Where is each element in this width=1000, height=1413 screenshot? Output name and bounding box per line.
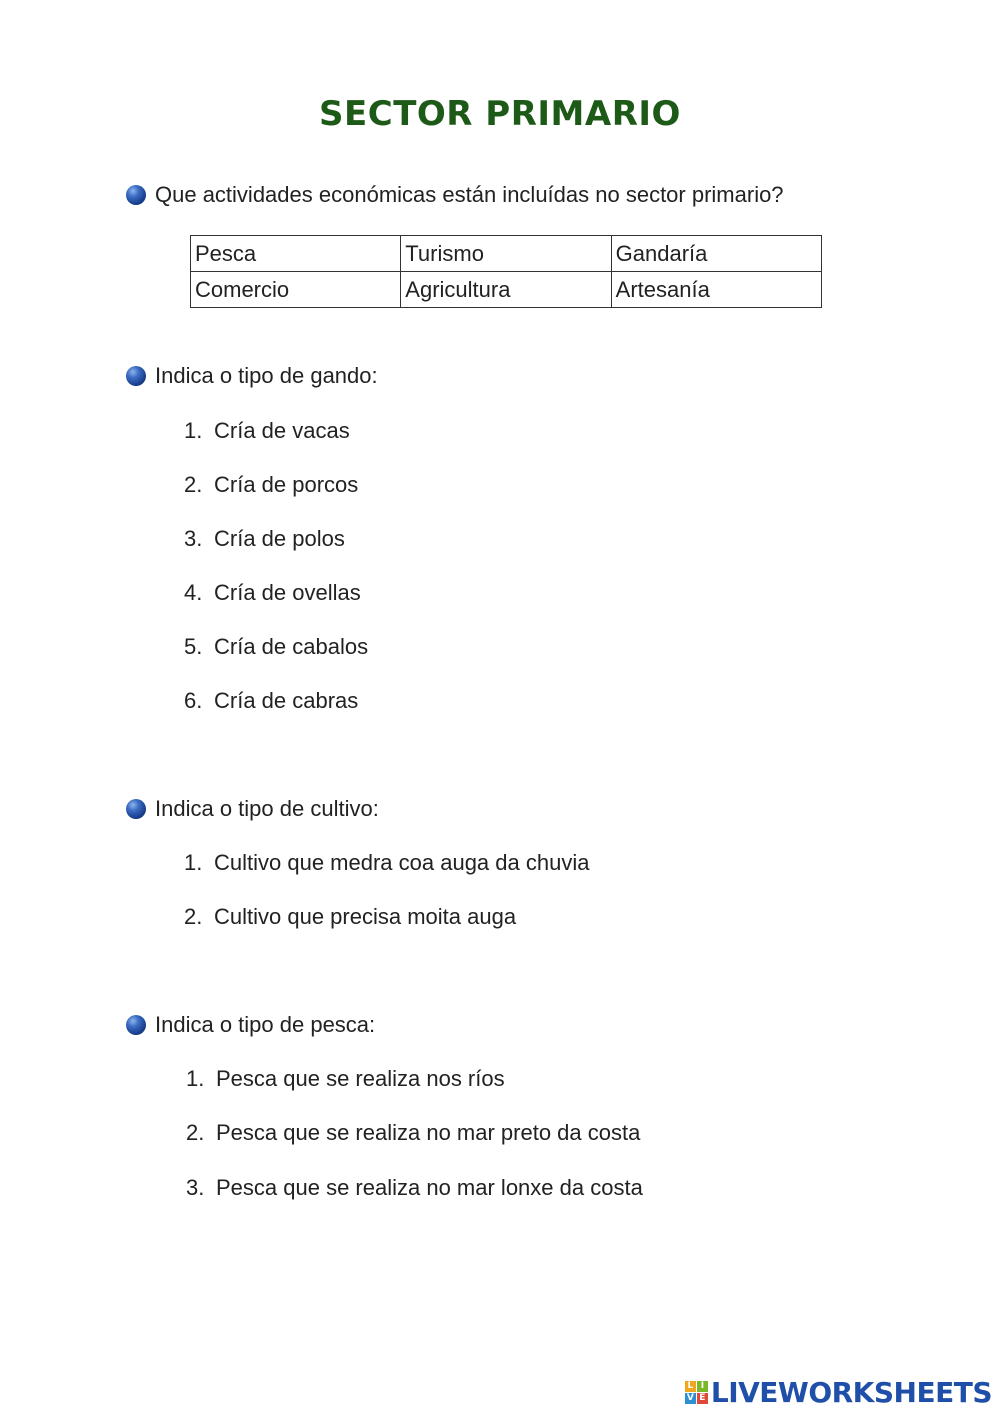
- list-item: [186, 1120, 640, 1146]
- question-1: [126, 182, 784, 208]
- logo-letter: I: [697, 1381, 708, 1392]
- item-number: 3.: [184, 526, 203, 551]
- question-2-text: Indica o tipo de gando:: [155, 363, 378, 388]
- item-number: 2.: [186, 1120, 205, 1145]
- list-item: [184, 904, 516, 930]
- question-4-text: Indica o tipo de pesca:: [155, 1012, 376, 1037]
- item-number: 2.: [184, 472, 203, 497]
- bullet-icon: [126, 799, 146, 819]
- item-number: 5.: [184, 634, 203, 659]
- list-item: [184, 526, 345, 552]
- bullet-icon: [126, 185, 146, 205]
- table-cell[interactable]: Gandaría: [611, 236, 821, 272]
- item-number: 2.: [184, 904, 203, 929]
- item-text[interactable]: Cría de cabalos: [214, 634, 369, 659]
- page-title: SECTOR PRIMARIO: [319, 94, 681, 134]
- item-number: 1.: [184, 418, 203, 443]
- item-text[interactable]: Cría de cabras: [214, 688, 359, 713]
- item-text[interactable]: Cría de vacas: [214, 418, 350, 443]
- list-item: [184, 688, 358, 714]
- list-item: [184, 580, 361, 606]
- item-number: 1.: [186, 1066, 205, 1091]
- logo-letter: V: [685, 1393, 696, 1404]
- item-text[interactable]: Cría de polos: [214, 526, 345, 551]
- list-item: [184, 850, 589, 876]
- bullet-icon: [126, 1015, 146, 1035]
- list-item: [184, 634, 368, 660]
- table-row: [191, 236, 822, 272]
- item-text[interactable]: Pesca que se realiza no mar preto da costa: [216, 1120, 641, 1145]
- table-cell[interactable]: Artesanía: [611, 272, 821, 308]
- item-text[interactable]: Cría de porcos: [214, 472, 359, 497]
- question-2: [126, 363, 378, 389]
- table-cell[interactable]: Comercio: [191, 272, 401, 308]
- table-cell[interactable]: Turismo: [401, 236, 611, 272]
- logo-letter: E: [697, 1393, 708, 1404]
- bullet-icon: [126, 366, 146, 386]
- logo-letter: L: [685, 1381, 696, 1392]
- activities-table: [190, 235, 822, 308]
- table-row: [191, 272, 822, 308]
- question-3-text: Indica o tipo de cultivo:: [155, 796, 379, 821]
- item-number: 6.: [184, 688, 203, 713]
- list-item: [186, 1175, 643, 1201]
- list-item: [184, 472, 358, 498]
- item-number: 4.: [184, 580, 203, 605]
- liveworksheets-logo: [685, 1376, 992, 1409]
- item-number: 3.: [186, 1175, 205, 1200]
- item-text[interactable]: Cultivo que medra coa auga da chuvia: [214, 850, 590, 875]
- logo-icon: [685, 1381, 708, 1404]
- item-text[interactable]: Pesca que se realiza no mar lonxe da costa: [216, 1175, 643, 1200]
- list-item: [184, 418, 350, 444]
- logo-text: LIVEWORKSHEETS: [710, 1376, 992, 1409]
- question-4: [126, 1012, 375, 1038]
- item-text[interactable]: Cría de ovellas: [214, 580, 361, 605]
- item-text[interactable]: Pesca que se realiza nos ríos: [216, 1066, 505, 1091]
- question-1-text: Que actividades económicas están incluídas no sector primario?: [155, 182, 784, 207]
- table-cell[interactable]: Pesca: [191, 236, 401, 272]
- list-item: [186, 1066, 505, 1092]
- item-number: 1.: [184, 850, 203, 875]
- table-cell[interactable]: Agricultura: [401, 272, 611, 308]
- question-3: [126, 796, 379, 822]
- item-text[interactable]: Cultivo que precisa moita auga: [214, 904, 517, 929]
